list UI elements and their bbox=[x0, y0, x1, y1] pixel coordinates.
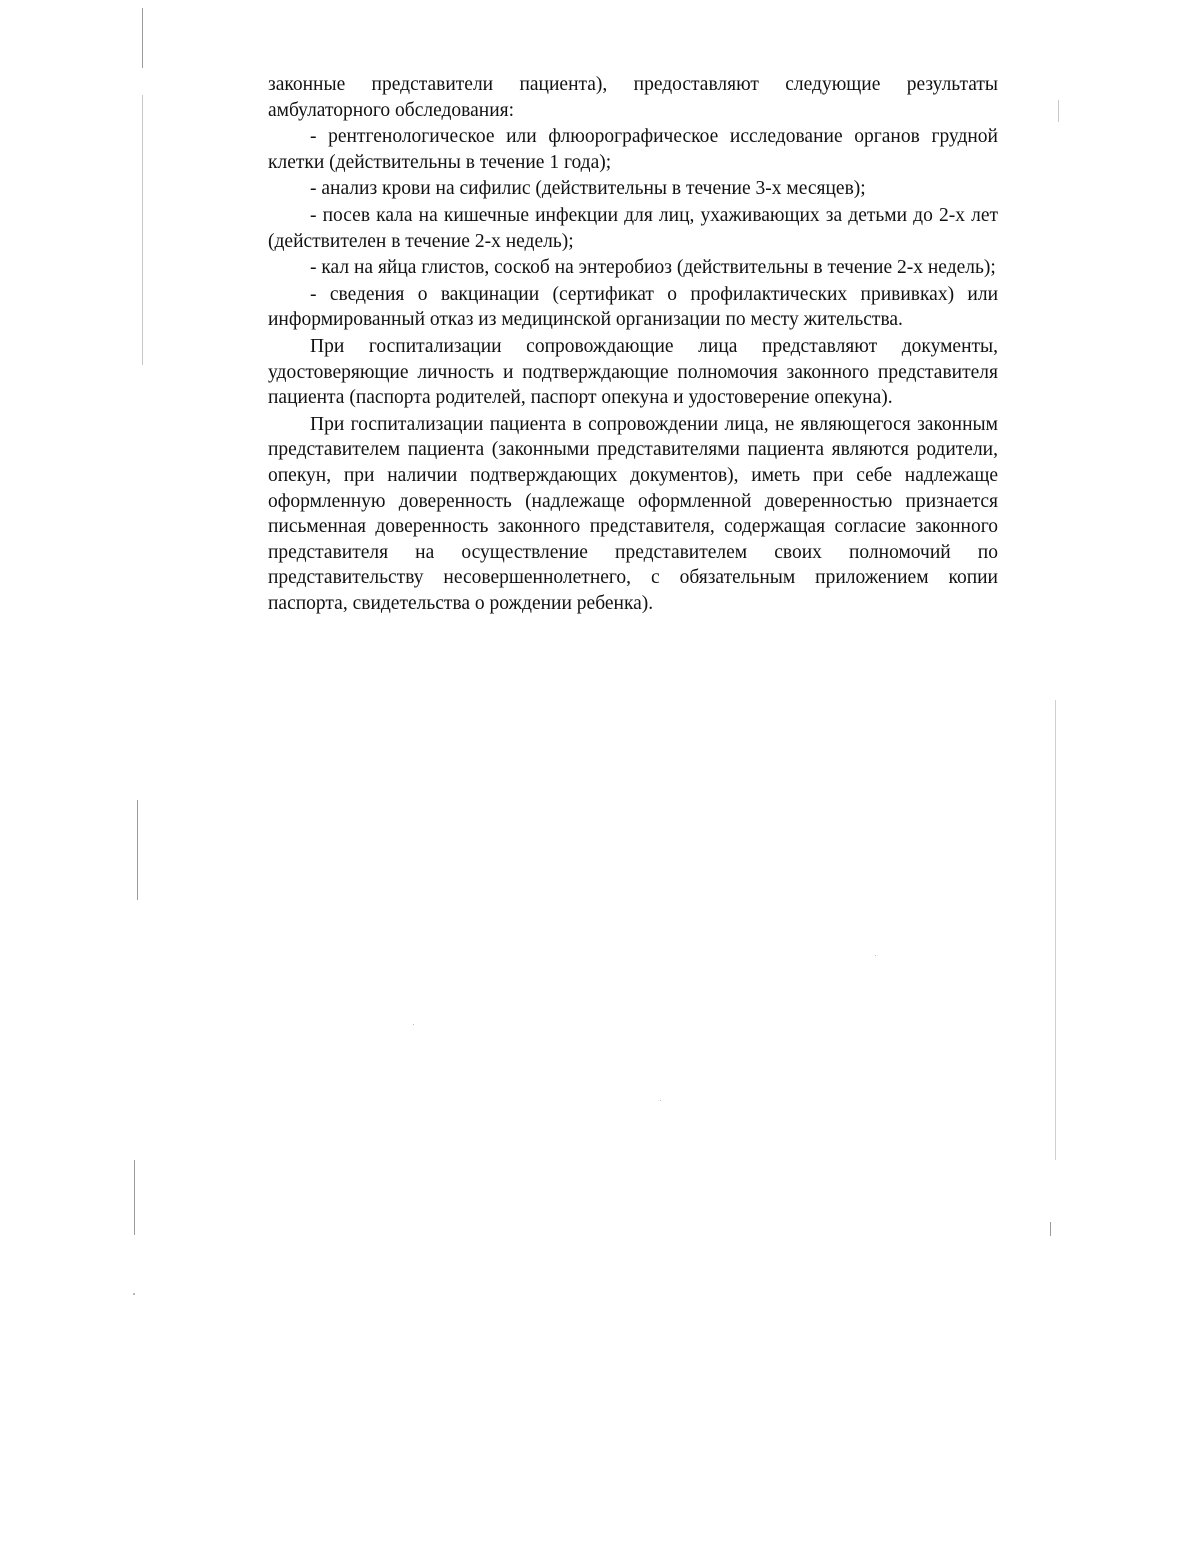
scan-artifact-right-mid bbox=[1055, 700, 1056, 1160]
scan-speck bbox=[875, 955, 876, 956]
paragraph-power-of-attorney: При госпитализации пациента в сопровождении лица, не являющегося законным представителем пациента (законными представителями пациента являются родители, опекун, при наличии подтверждающих документов), иметь при себе надлежаще оформленную доверенность (надлежаще оформленной доверенностью признается письменная доверенность законного представителя, содержащая согласие законного представителя на осуществление представителем своих полномочий по представительству несовершеннолетнего, с обязательным приложением копии паспорта, свидетельства о рождении ребенка). bbox=[268, 413, 998, 614]
list-item-stool-culture: - посев кала на кишечные инфекции для лиц, ухаживающих за детьми до 2-х лет (действителен в течение 2-х недель); bbox=[268, 204, 998, 252]
list-item-helminth-test: - кал на яйца глистов, соскоб на энтеробиоз (действительны в течение 2-х недель); bbox=[310, 257, 996, 279]
scan-artifact-left-top bbox=[142, 8, 143, 68]
scan-artifact-left-mid bbox=[142, 95, 143, 365]
scan-artifact-left-bottom bbox=[134, 1160, 135, 1235]
scan-artifact-right-bottom bbox=[1050, 1222, 1051, 1236]
list-item-blood-test: - анализ крови на сифилис (действительны в течение 3-х месяцев); bbox=[310, 178, 866, 200]
scan-speck bbox=[660, 1100, 661, 1101]
scan-artifact-right-top bbox=[1058, 100, 1059, 122]
list-item-xray: - рентгенологическое или флюорографическое исследование органов грудной клетки (действительны в течение 1 года); bbox=[268, 126, 998, 173]
scan-speck bbox=[133, 1293, 135, 1295]
list-item-vaccination: - сведения о вакцинации (сертификат о профилактических прививках) или информированный отказ из медицинской организации по месту жительства. bbox=[268, 283, 998, 331]
document-body bbox=[268, 72, 998, 616]
paragraph-continuation: законные представители пациента), предоставляют следующие результаты амбулаторного обследования: bbox=[268, 74, 998, 121]
scan-speck bbox=[413, 1024, 414, 1025]
scan-artifact-left-low bbox=[137, 800, 138, 900]
paragraph-escort-documents: При госпитализации сопровождающие лица представляют документы, удостоверяющие личность и подтверждающие полномочия законного представителя пациента (паспорта родителей, паспорт опекуна и удостоверение опекуна). bbox=[268, 335, 998, 409]
